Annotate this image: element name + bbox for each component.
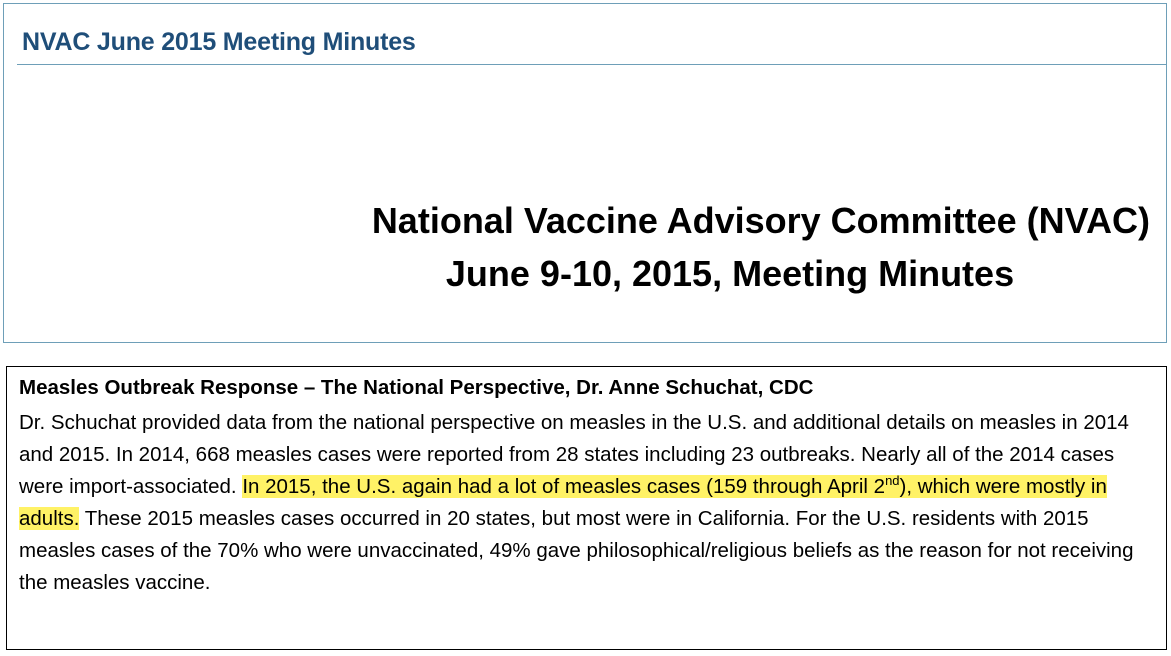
highlight-part1: In 2015, the U.S. again had a lot of measles cases (159 through April 2	[242, 475, 886, 498]
title-panel	[3, 3, 1167, 343]
body-text-after: These 2015 measles cases occurred in 20 states, but most were in California. For the U.S. residents with 2015 measles cases of the 70% who were unvaccinated, 49% gave philosophical/religious beliefs as the reason for not receiving the measles vaccine.	[19, 507, 1134, 594]
document-title-line2: June 9-10, 2015, Meeting Minutes	[445, 253, 1015, 294]
document-title	[250, 194, 1150, 300]
highlight-part2: ), which were mostly in adults.	[19, 475, 1107, 530]
section-body	[19, 407, 1159, 599]
section-heading: Measles Outbreak Response – The National Perspective, Dr. Anne Schuchat, CDC	[19, 376, 814, 399]
excerpt-panel	[6, 366, 1167, 650]
highlight-superscript: nd	[885, 473, 900, 489]
body-text-before: Dr. Schuchat provided data from the national perspective on measles in the U.S. and additional details on measles in 2014 and 2015. In 2014, 668 measles cases were reported from 28 states including 23 outbreaks. Nearly all of the 2014 cases were import-associated.	[19, 411, 1129, 498]
header-divider	[17, 64, 1166, 65]
header-title: NVAC June 2015 Meeting Minutes	[22, 28, 416, 56]
document-title-line1: National Vaccine Advisory Committee (NVAC)	[371, 200, 1150, 241]
